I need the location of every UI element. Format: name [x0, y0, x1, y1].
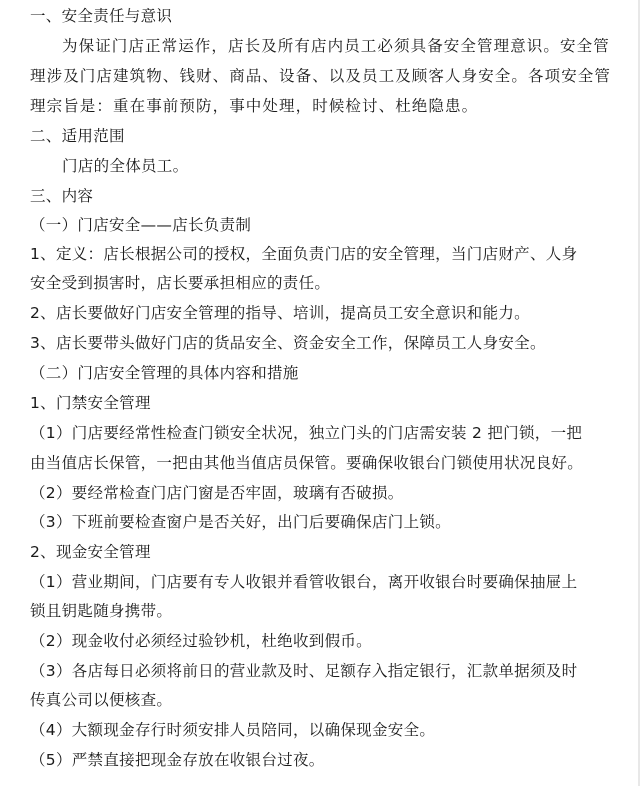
list-item-continuation: 安全受到损害时，店长要承担相应的责任。 [30, 274, 331, 292]
section-heading-1: 一、安全责任与意识 [30, 7, 173, 25]
list-item: （3）各店每日必须将前日的营业款及时、足额存入指定银行，汇款单据须及时 [30, 662, 578, 680]
list-item-continuation: 由当值店长保管，一把由其他当值店员保管。要确保收银台门锁使用状况良好。 [30, 454, 584, 472]
section-heading-2: 二、适用范围 [30, 127, 125, 145]
list-item: 3、店长要带头做好门店的货品安全、资金安全工作，保障员工人身安全。 [30, 334, 546, 352]
list-item: （3）下班前要检查窗户是否关好，出门后要确保店门上锁。 [30, 513, 451, 531]
list-item: 1、定义：店长根据公司的授权，全面负责门店的安全管理，当门店财产、人身 [30, 245, 578, 263]
list-item: （1）门店要经常性检查门锁安全状况，独立门头的门店需安装 2 把门锁，一把 [30, 424, 583, 442]
list-item: （2）要经常检查门店门窗是否牢固，玻璃有否破损。 [30, 484, 404, 502]
paragraph-line: 门店的全体员工。 [62, 157, 189, 175]
item-heading-cash: 2、现金安全管理 [30, 543, 151, 561]
paragraph-line: 理涉及门店建筑物、钱财、商品、设备、以及员工及顾客人身安全。各项安全管 [30, 67, 612, 85]
list-item: （1）营业期间，门店要有专人收银并看管收银台，离开收银台时要确保抽屉上 [30, 573, 578, 591]
subsection-heading-2: （二）门店安全管理的具体内容和措施 [30, 364, 299, 382]
paragraph-line: 理宗旨是：重在事前预防，事中处理，时候检讨、杜绝隐患。 [30, 97, 479, 115]
list-item: （2）现金收付必须经过验钞机，杜绝收到假币。 [30, 632, 372, 650]
subsection-heading-1: （一）门店安全——店长负责制 [30, 216, 252, 234]
section-heading-3: 三、内容 [30, 187, 94, 205]
paragraph-line: 为保证门店正常运作，店长及所有店内员工必须具备安全管理意识。安全管 [62, 37, 610, 55]
item-heading-door: 1、门禁安全管理 [30, 394, 151, 412]
list-item: 2、店长要做好门店安全管理的指导、培训，提高员工安全意识和能力。 [30, 304, 530, 322]
list-item-continuation: 传真公司以便核查。 [30, 691, 173, 709]
list-item: （4）大额现金存行时须安排人员陪同，以确保现金安全。 [30, 721, 436, 739]
list-item: （5）严禁直接把现金存放在收银台过夜。 [30, 751, 325, 769]
list-item-continuation: 锁且钥匙随身携带。 [30, 602, 173, 620]
